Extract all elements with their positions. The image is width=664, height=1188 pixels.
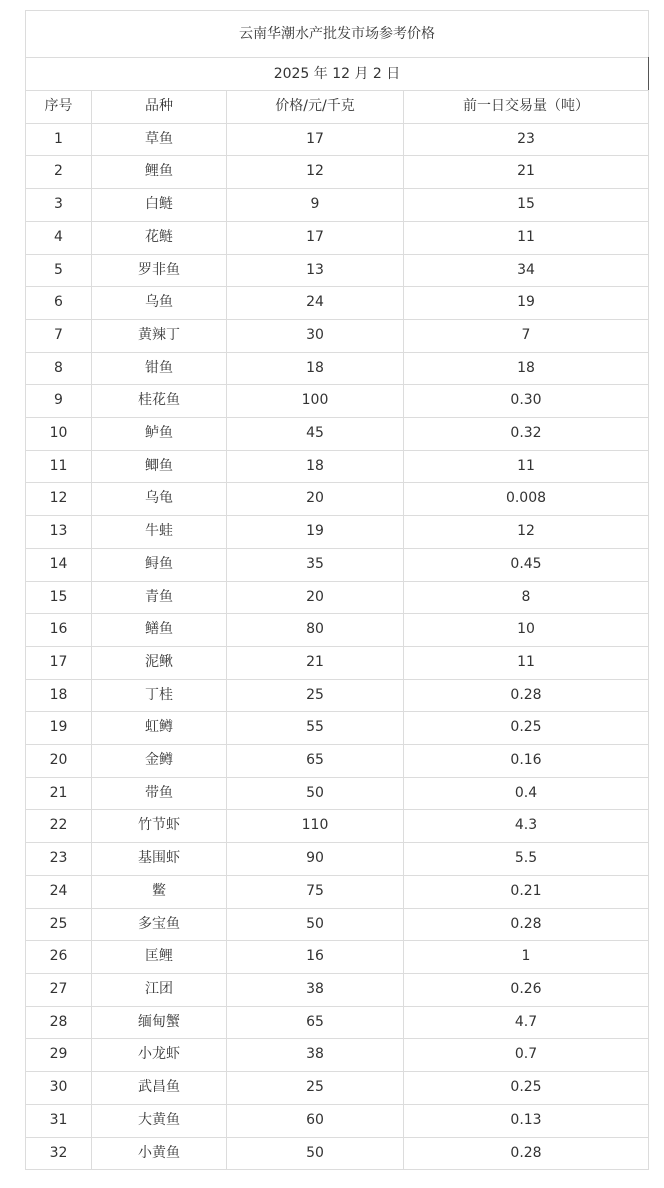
cell-variety: 丁桂 <box>92 679 227 712</box>
table-body <box>26 123 649 1170</box>
cell-variety: 乌鱼 <box>92 287 227 320</box>
cell-volume: 11 <box>404 646 649 679</box>
cell-price: 75 <box>227 875 404 908</box>
price-sheet <box>25 10 648 1170</box>
cell-variety: 乌龟 <box>92 483 227 516</box>
cell-variety: 多宝鱼 <box>92 908 227 941</box>
table-row <box>26 679 649 712</box>
cell-price: 110 <box>227 810 404 843</box>
cell-price: 21 <box>227 646 404 679</box>
cell-variety: 鲤鱼 <box>92 156 227 189</box>
cell-index: 9 <box>26 385 92 418</box>
cell-price: 18 <box>227 450 404 483</box>
cell-price: 60 <box>227 1104 404 1137</box>
table-row <box>26 156 649 189</box>
date-row <box>26 58 649 91</box>
cell-variety: 鲫鱼 <box>92 450 227 483</box>
table-row <box>26 548 649 581</box>
cell-index: 28 <box>26 1006 92 1039</box>
cell-volume: 10 <box>404 614 649 647</box>
cell-variety: 小黄鱼 <box>92 1137 227 1170</box>
cell-index: 8 <box>26 352 92 385</box>
cell-volume: 34 <box>404 254 649 287</box>
table-row <box>26 646 649 679</box>
cell-variety: 江团 <box>92 973 227 1006</box>
header-volume: 前一日交易量（吨） <box>404 91 649 124</box>
cell-index: 20 <box>26 745 92 778</box>
table-row <box>26 189 649 222</box>
cell-index: 25 <box>26 908 92 941</box>
cell-price: 20 <box>227 581 404 614</box>
table-row <box>26 875 649 908</box>
table-row <box>26 418 649 451</box>
cell-index: 26 <box>26 941 92 974</box>
cell-volume: 23 <box>404 123 649 156</box>
cell-index: 12 <box>26 483 92 516</box>
header-index: 序号 <box>26 91 92 124</box>
table-row <box>26 810 649 843</box>
table-row <box>26 319 649 352</box>
cell-index: 5 <box>26 254 92 287</box>
cell-price: 12 <box>227 156 404 189</box>
cell-volume: 0.4 <box>404 777 649 810</box>
table-row <box>26 385 649 418</box>
cell-volume: 0.30 <box>404 385 649 418</box>
cell-price: 35 <box>227 548 404 581</box>
cell-variety: 缅甸蟹 <box>92 1006 227 1039</box>
table-row <box>26 908 649 941</box>
cell-variety: 鲟鱼 <box>92 548 227 581</box>
cell-index: 27 <box>26 973 92 1006</box>
cell-price: 19 <box>227 516 404 549</box>
cell-variety: 钳鱼 <box>92 352 227 385</box>
table-row <box>26 516 649 549</box>
cell-volume: 0.26 <box>404 973 649 1006</box>
cell-index: 4 <box>26 221 92 254</box>
cell-volume: 11 <box>404 450 649 483</box>
cell-index: 14 <box>26 548 92 581</box>
cell-price: 50 <box>227 777 404 810</box>
cell-price: 25 <box>227 679 404 712</box>
cell-price: 55 <box>227 712 404 745</box>
cell-variety: 牛蛙 <box>92 516 227 549</box>
cell-index: 1 <box>26 123 92 156</box>
cell-variety: 桂花鱼 <box>92 385 227 418</box>
header-variety: 品种 <box>92 91 227 124</box>
cell-volume: 5.5 <box>404 843 649 876</box>
header-price: 价格/元/千克 <box>227 91 404 124</box>
cell-index: 3 <box>26 189 92 222</box>
table-row <box>26 745 649 778</box>
cell-index: 18 <box>26 679 92 712</box>
cell-index: 2 <box>26 156 92 189</box>
cell-price: 9 <box>227 189 404 222</box>
cell-index: 29 <box>26 1039 92 1072</box>
cell-variety: 匡鲤 <box>92 941 227 974</box>
cell-price: 30 <box>227 319 404 352</box>
table-row <box>26 1006 649 1039</box>
cell-price: 38 <box>227 1039 404 1072</box>
cell-price: 65 <box>227 745 404 778</box>
table-row <box>26 483 649 516</box>
cell-index: 7 <box>26 319 92 352</box>
cell-volume: 0.25 <box>404 712 649 745</box>
table-row <box>26 287 649 320</box>
cell-price: 20 <box>227 483 404 516</box>
cell-price: 65 <box>227 1006 404 1039</box>
cell-variety: 黄辣丁 <box>92 319 227 352</box>
cell-price: 16 <box>227 941 404 974</box>
cell-volume: 0.28 <box>404 1137 649 1170</box>
cell-volume: 0.25 <box>404 1072 649 1105</box>
cell-index: 6 <box>26 287 92 320</box>
cell-volume: 7 <box>404 319 649 352</box>
cell-variety: 花鲢 <box>92 221 227 254</box>
table-row <box>26 450 649 483</box>
cell-price: 13 <box>227 254 404 287</box>
table-row <box>26 843 649 876</box>
cell-volume: 0.13 <box>404 1104 649 1137</box>
cell-variety: 鳖 <box>92 875 227 908</box>
cell-index: 10 <box>26 418 92 451</box>
cell-variety: 鲈鱼 <box>92 418 227 451</box>
cell-variety: 泥鳅 <box>92 646 227 679</box>
cell-volume: 0.7 <box>404 1039 649 1072</box>
cell-volume: 1 <box>404 941 649 974</box>
title-row <box>26 11 649 58</box>
cell-volume: 4.3 <box>404 810 649 843</box>
cell-volume: 0.28 <box>404 679 649 712</box>
table-row <box>26 1137 649 1170</box>
cell-variety: 带鱼 <box>92 777 227 810</box>
table-row <box>26 777 649 810</box>
cell-volume: 18 <box>404 352 649 385</box>
table-row <box>26 581 649 614</box>
cell-volume: 0.28 <box>404 908 649 941</box>
cell-variety: 白鲢 <box>92 189 227 222</box>
cell-variety: 大黄鱼 <box>92 1104 227 1137</box>
header-row <box>26 91 649 124</box>
table-date: 2025 年 12 月 2 日 <box>26 58 649 91</box>
cell-index: 22 <box>26 810 92 843</box>
cell-volume: 0.45 <box>404 548 649 581</box>
table-row <box>26 1039 649 1072</box>
edge-divider <box>648 57 649 90</box>
cell-variety: 金鳟 <box>92 745 227 778</box>
table-row <box>26 712 649 745</box>
cell-price: 38 <box>227 973 404 1006</box>
cell-variety: 武昌鱼 <box>92 1072 227 1105</box>
cell-price: 25 <box>227 1072 404 1105</box>
cell-index: 24 <box>26 875 92 908</box>
cell-volume: 12 <box>404 516 649 549</box>
table-row <box>26 1104 649 1137</box>
price-table <box>25 10 649 1170</box>
cell-price: 18 <box>227 352 404 385</box>
cell-price: 24 <box>227 287 404 320</box>
cell-index: 21 <box>26 777 92 810</box>
table-row <box>26 352 649 385</box>
cell-variety: 虹鳟 <box>92 712 227 745</box>
cell-volume: 0.16 <box>404 745 649 778</box>
table-row <box>26 254 649 287</box>
table-row <box>26 123 649 156</box>
cell-variety: 小龙虾 <box>92 1039 227 1072</box>
cell-volume: 8 <box>404 581 649 614</box>
cell-price: 100 <box>227 385 404 418</box>
table-row <box>26 973 649 1006</box>
table-row <box>26 614 649 647</box>
cell-price: 50 <box>227 1137 404 1170</box>
cell-index: 17 <box>26 646 92 679</box>
cell-index: 31 <box>26 1104 92 1137</box>
cell-price: 90 <box>227 843 404 876</box>
table-title: 云南华潮水产批发市场参考价格 <box>26 11 649 58</box>
cell-volume: 15 <box>404 189 649 222</box>
cell-volume: 11 <box>404 221 649 254</box>
table-row <box>26 221 649 254</box>
table-row <box>26 941 649 974</box>
cell-price: 80 <box>227 614 404 647</box>
cell-variety: 基围虾 <box>92 843 227 876</box>
cell-variety: 鳝鱼 <box>92 614 227 647</box>
cell-index: 11 <box>26 450 92 483</box>
cell-volume: 0.008 <box>404 483 649 516</box>
cell-variety: 草鱼 <box>92 123 227 156</box>
cell-volume: 19 <box>404 287 649 320</box>
cell-price: 17 <box>227 123 404 156</box>
cell-index: 30 <box>26 1072 92 1105</box>
cell-variety: 罗非鱼 <box>92 254 227 287</box>
cell-volume: 21 <box>404 156 649 189</box>
cell-volume: 4.7 <box>404 1006 649 1039</box>
cell-index: 13 <box>26 516 92 549</box>
table-row <box>26 1072 649 1105</box>
cell-price: 45 <box>227 418 404 451</box>
cell-price: 50 <box>227 908 404 941</box>
cell-variety: 青鱼 <box>92 581 227 614</box>
cell-volume: 0.32 <box>404 418 649 451</box>
cell-index: 23 <box>26 843 92 876</box>
cell-index: 19 <box>26 712 92 745</box>
cell-variety: 竹节虾 <box>92 810 227 843</box>
cell-index: 15 <box>26 581 92 614</box>
cell-index: 32 <box>26 1137 92 1170</box>
cell-volume: 0.21 <box>404 875 649 908</box>
cell-price: 17 <box>227 221 404 254</box>
cell-index: 16 <box>26 614 92 647</box>
